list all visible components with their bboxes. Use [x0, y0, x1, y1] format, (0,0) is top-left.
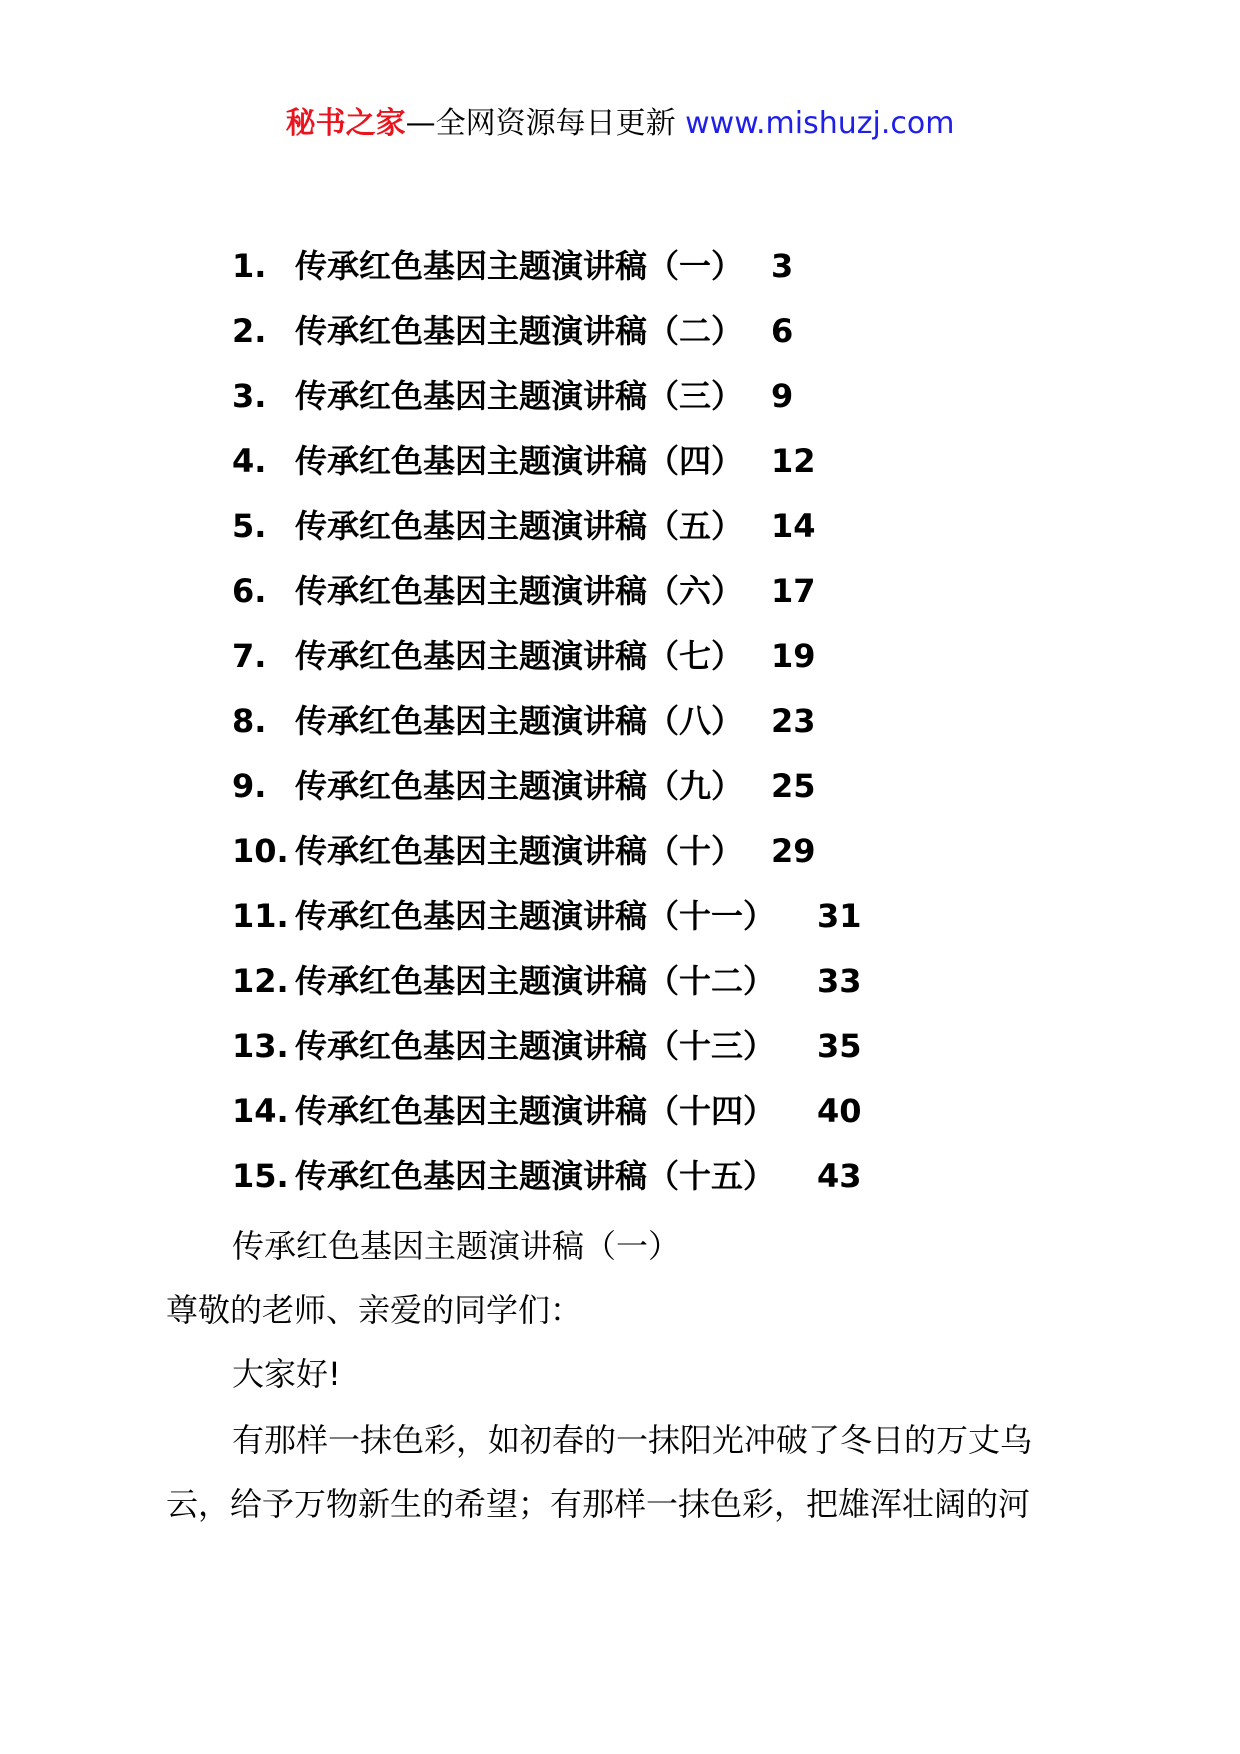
- toc-item-page: 14: [771, 507, 816, 545]
- toc-item-number: 11.: [232, 897, 289, 935]
- toc-item-page: 40: [817, 1092, 862, 1130]
- toc-item-page: 3: [771, 247, 794, 285]
- toc-item: [232, 829, 1132, 894]
- toc-item-number: 1.: [232, 247, 267, 285]
- toc-item-number: 12.: [232, 962, 289, 1000]
- toc-item: [232, 309, 1132, 374]
- toc-item-number: 15.: [232, 1157, 289, 1195]
- toc-item-page: 43: [817, 1157, 862, 1195]
- toc-item: [232, 764, 1132, 829]
- brand-name: 秘书之家: [285, 106, 406, 141]
- toc-item-number: 3.: [232, 377, 267, 415]
- toc-item-number: 14.: [232, 1092, 289, 1130]
- toc-item: [232, 439, 1132, 504]
- toc-item-page: 6: [771, 312, 794, 350]
- toc-item-title: 传承红色基因主题演讲稿（十一）: [295, 897, 776, 935]
- toc-item-title: 传承红色基因主题演讲稿（十三）: [295, 1027, 776, 1065]
- toc-item: [232, 894, 1132, 959]
- toc-item-page: 29: [771, 832, 816, 870]
- toc-item-number: 6.: [232, 572, 267, 610]
- toc-item-number: 8.: [232, 702, 267, 740]
- toc-item-page: 9: [771, 377, 794, 415]
- toc-item-page: 25: [771, 767, 816, 805]
- toc-item: [232, 1089, 1132, 1154]
- toc-item-title: 传承红色基因主题演讲稿（十二）: [295, 962, 776, 1000]
- toc-item-title: 传承红色基因主题演讲稿（六）: [295, 572, 744, 610]
- toc-item-title: 传承红色基因主题演讲稿（四）: [295, 442, 744, 480]
- toc-item-number: 10.: [232, 832, 289, 870]
- section-title: 传承红色基因主题演讲稿（一）: [232, 1227, 681, 1265]
- table-of-contents: [232, 244, 1132, 1219]
- toc-item-title: 传承红色基因主题演讲稿（十五）: [295, 1157, 776, 1195]
- toc-item-number: 4.: [232, 442, 267, 480]
- toc-item: [232, 374, 1132, 439]
- toc-item-title: 传承红色基因主题演讲稿（二）: [295, 312, 744, 350]
- toc-item-number: 2.: [232, 312, 267, 350]
- toc-item: [232, 959, 1132, 1024]
- toc-item-page: 19: [771, 637, 816, 675]
- toc-item: [232, 569, 1132, 634]
- toc-item-page: 31: [817, 897, 862, 935]
- toc-item-title: 传承红色基因主题演讲稿（十）: [295, 832, 744, 870]
- toc-item: [232, 504, 1132, 569]
- toc-item-page: 33: [817, 962, 862, 1000]
- salutation: 尊敬的老师、亲爱的同学们：: [166, 1291, 583, 1329]
- toc-item-title: 传承红色基因主题演讲稿（五）: [295, 507, 744, 545]
- greeting: 大家好!: [232, 1355, 341, 1393]
- toc-item: [232, 1024, 1132, 1089]
- toc-item-number: 7.: [232, 637, 267, 675]
- toc-item-title: 传承红色基因主题演讲稿（八）: [295, 702, 744, 740]
- toc-item: [232, 699, 1132, 764]
- toc-item-number: 5.: [232, 507, 267, 545]
- toc-item-title: 传承红色基因主题演讲稿（一）: [295, 247, 744, 285]
- toc-item-number: 13.: [232, 1027, 289, 1065]
- toc-item-title: 传承红色基因主题演讲稿（十四）: [295, 1092, 776, 1130]
- toc-item-page: 23: [771, 702, 816, 740]
- paragraph-line: 云，给予万物新生的希望；有那样一抹色彩，把雄浑壮阔的河: [166, 1485, 1031, 1523]
- toc-item-title: 传承红色基因主题演讲稿（九）: [295, 767, 744, 805]
- toc-item: [232, 1154, 1132, 1219]
- toc-item: [232, 244, 1132, 309]
- page-header: [0, 104, 1240, 144]
- toc-item-page: 35: [817, 1027, 862, 1065]
- paragraph-line: 有那样一抹色彩，如初春的一抹阳光冲破了冬日的万丈乌: [232, 1421, 1033, 1459]
- header-tagline: —全网资源每日更新: [405, 106, 676, 141]
- toc-item-number: 9.: [232, 767, 267, 805]
- toc-item: [232, 634, 1132, 699]
- site-url: www.mishuzj.com: [685, 106, 955, 141]
- toc-item-page: 17: [771, 572, 816, 610]
- toc-item-title: 传承红色基因主题演讲稿（三）: [295, 377, 744, 415]
- toc-item-page: 12: [771, 442, 816, 480]
- toc-item-title: 传承红色基因主题演讲稿（七）: [295, 637, 744, 675]
